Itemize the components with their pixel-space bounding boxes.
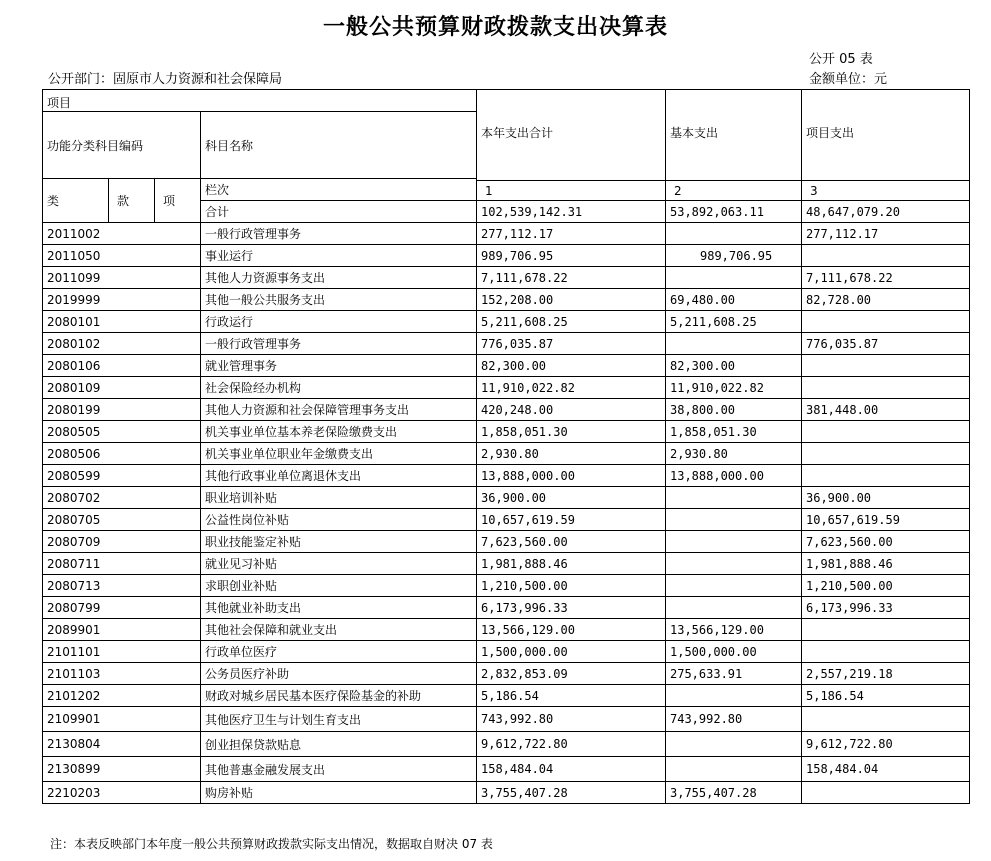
row-name: 其他就业补助支出	[201, 597, 477, 619]
row-total: 1,210,500.00	[477, 575, 666, 597]
table-row	[43, 399, 970, 421]
row-total: 13,888,000.00	[477, 465, 666, 487]
row-basic: 3,755,407.28	[666, 782, 802, 804]
header-xiang: 项	[155, 179, 201, 223]
row-name: 一般行政管理事务	[201, 223, 477, 245]
row-basic	[666, 487, 802, 509]
row-basic	[666, 553, 802, 575]
col-number-3: 3	[802, 181, 970, 201]
row-project: 776,035.87	[802, 333, 970, 355]
table-row	[43, 223, 970, 245]
row-code: 2080709	[43, 531, 201, 553]
expenditure-table	[42, 89, 970, 804]
table-row	[43, 663, 970, 685]
row-name: 其他医疗卫生与计划生育支出	[201, 707, 477, 732]
header-func-code: 功能分类科目编码	[43, 112, 201, 179]
row-name: 其他普惠金融发展支出	[201, 757, 477, 782]
row-name: 其他社会保障和就业支出	[201, 619, 477, 641]
table-row	[43, 333, 970, 355]
row-name: 购房补贴	[201, 782, 477, 804]
row-total: 11,910,022.82	[477, 377, 666, 399]
row-code: 2101103	[43, 663, 201, 685]
row-basic: 989,706.95	[666, 245, 802, 267]
row-total: 7,623,560.00	[477, 531, 666, 553]
row-code: 2080505	[43, 421, 201, 443]
row-code: 2130899	[43, 757, 201, 782]
row-name: 公务员医疗补助	[201, 663, 477, 685]
header-lei: 类	[43, 179, 109, 223]
row-basic: 5,211,608.25	[666, 311, 802, 333]
row-project	[802, 355, 970, 377]
row-total: 82,300.00	[477, 355, 666, 377]
page-title: 一般公共预算财政拨款支出决算表	[322, 14, 668, 40]
row-code: 2080705	[43, 509, 201, 531]
row-name: 公益性岗位补贴	[201, 509, 477, 531]
row-code: 2011002	[43, 223, 201, 245]
row-code: 2080713	[43, 575, 201, 597]
table-row	[43, 355, 970, 377]
table-row	[43, 421, 970, 443]
row-name: 其他行政事业单位离退休支出	[201, 465, 477, 487]
row-project: 1,210,500.00	[802, 575, 970, 597]
table-row	[43, 443, 970, 465]
row-total: 7,111,678.22	[477, 267, 666, 289]
row-total: 1,500,000.00	[477, 641, 666, 663]
row-basic	[666, 333, 802, 355]
row-basic	[666, 575, 802, 597]
row-name: 事业运行	[201, 245, 477, 267]
row-total: 2,930.80	[477, 443, 666, 465]
table-row	[43, 732, 970, 757]
row-total: 5,211,608.25	[477, 311, 666, 333]
row-basic	[666, 223, 802, 245]
row-basic: 743,992.80	[666, 707, 802, 732]
row-name: 行政单位医疗	[201, 641, 477, 663]
row-project	[802, 465, 970, 487]
row-project	[802, 421, 970, 443]
row-total: 420,248.00	[477, 399, 666, 421]
row-name: 职业培训补贴	[201, 487, 477, 509]
row-name: 机关事业单位基本养老保险缴费支出	[201, 421, 477, 443]
row-project: 158,484.04	[802, 757, 970, 782]
row-code: 2080109	[43, 377, 201, 399]
col-number-1: 1	[477, 181, 666, 201]
row-project	[802, 619, 970, 641]
summary-label: 合计	[201, 201, 477, 223]
row-name: 职业技能鉴定补贴	[201, 531, 477, 553]
table-row	[43, 782, 970, 804]
row-total: 1,858,051.30	[477, 421, 666, 443]
row-project	[802, 443, 970, 465]
row-total: 776,035.87	[477, 333, 666, 355]
row-name: 就业见习补贴	[201, 553, 477, 575]
row-code: 2080101	[43, 311, 201, 333]
row-name: 财政对城乡居民基本医疗保险基金的补助	[201, 685, 477, 707]
row-code: 2101202	[43, 685, 201, 707]
row-code: 2080506	[43, 443, 201, 465]
row-project	[802, 311, 970, 333]
row-project: 1,981,888.46	[802, 553, 970, 575]
row-total: 158,484.04	[477, 757, 666, 782]
row-project	[802, 641, 970, 663]
row-project: 9,612,722.80	[802, 732, 970, 757]
row-basic: 11,910,022.82	[666, 377, 802, 399]
table-row	[43, 245, 970, 267]
row-basic: 13,566,129.00	[666, 619, 802, 641]
row-basic	[666, 685, 802, 707]
table-row	[43, 487, 970, 509]
row-project: 277,112.17	[802, 223, 970, 245]
row-code: 2089901	[43, 619, 201, 641]
header-total: 本年支出合计	[477, 90, 666, 181]
row-total: 277,112.17	[477, 223, 666, 245]
row-project: 7,623,560.00	[802, 531, 970, 553]
header-lanci: 栏次	[201, 179, 477, 201]
table-row	[43, 311, 970, 333]
row-total: 10,657,619.59	[477, 509, 666, 531]
header-basic: 基本支出	[666, 90, 802, 181]
row-project: 7,111,678.22	[802, 267, 970, 289]
row-code: 2101101	[43, 641, 201, 663]
row-project	[802, 707, 970, 732]
row-code: 2109901	[43, 707, 201, 732]
row-name: 社会保险经办机构	[201, 377, 477, 399]
row-code: 2080599	[43, 465, 201, 487]
row-basic: 275,633.91	[666, 663, 802, 685]
department-label: 公开部门：固原市人力资源和社会保障局	[48, 72, 283, 87]
col-number-2: 2	[666, 181, 802, 201]
row-project: 6,173,996.33	[802, 597, 970, 619]
row-project	[802, 245, 970, 267]
header-subject-name: 科目名称	[201, 112, 477, 179]
table-row	[43, 619, 970, 641]
row-name: 机关事业单位职业年金缴费支出	[201, 443, 477, 465]
table-row	[43, 267, 970, 289]
row-total: 2,832,853.09	[477, 663, 666, 685]
row-project	[802, 782, 970, 804]
row-name: 求职创业补贴	[201, 575, 477, 597]
header-project: 项目支出	[802, 90, 970, 181]
row-code: 2080799	[43, 597, 201, 619]
row-name: 其他人力资源和社会保障管理事务支出	[201, 399, 477, 421]
row-code: 2130804	[43, 732, 201, 757]
table-row	[43, 531, 970, 553]
table-row	[43, 377, 970, 399]
row-project: 2,557,219.18	[802, 663, 970, 685]
row-basic: 38,800.00	[666, 399, 802, 421]
row-code: 2080199	[43, 399, 201, 421]
row-name: 创业担保贷款贴息	[201, 732, 477, 757]
table-row	[43, 509, 970, 531]
table-row	[43, 553, 970, 575]
row-code: 2019999	[43, 289, 201, 311]
form-number: 公开 05 表	[809, 52, 873, 67]
row-project: 36,900.00	[802, 487, 970, 509]
row-basic: 69,480.00	[666, 289, 802, 311]
row-name: 其他一般公共服务支出	[201, 289, 477, 311]
row-basic: 1,500,000.00	[666, 641, 802, 663]
table-row	[43, 597, 970, 619]
row-code: 2210203	[43, 782, 201, 804]
footnote: 注：本表反映部门本年度一般公共预算财政拨款实际支出情况，数据取自财决 07 表	[50, 837, 493, 851]
row-project	[802, 377, 970, 399]
row-total: 5,186.54	[477, 685, 666, 707]
row-basic: 13,888,000.00	[666, 465, 802, 487]
row-name: 就业管理事务	[201, 355, 477, 377]
row-basic	[666, 732, 802, 757]
header-kuan: 款	[109, 179, 155, 223]
row-basic: 2,930.80	[666, 443, 802, 465]
row-basic	[666, 267, 802, 289]
amount-unit-label: 金额单位：元	[809, 72, 888, 87]
table-row	[43, 757, 970, 782]
row-code: 2080106	[43, 355, 201, 377]
row-project: 82,728.00	[802, 289, 970, 311]
table-row	[43, 575, 970, 597]
summary-project: 48,647,079.20	[802, 201, 970, 223]
row-code: 2080102	[43, 333, 201, 355]
row-total: 36,900.00	[477, 487, 666, 509]
row-basic: 1,858,051.30	[666, 421, 802, 443]
row-total: 152,208.00	[477, 289, 666, 311]
row-project: 5,186.54	[802, 685, 970, 707]
row-code: 2011099	[43, 267, 201, 289]
row-code: 2011050	[43, 245, 201, 267]
row-basic	[666, 509, 802, 531]
row-name: 行政运行	[201, 311, 477, 333]
row-basic	[666, 531, 802, 553]
row-basic: 82,300.00	[666, 355, 802, 377]
table-row	[43, 289, 970, 311]
row-code: 2080702	[43, 487, 201, 509]
row-code: 2080711	[43, 553, 201, 575]
row-name: 其他人力资源事务支出	[201, 267, 477, 289]
row-name: 一般行政管理事务	[201, 333, 477, 355]
row-total: 6,173,996.33	[477, 597, 666, 619]
summary-basic: 53,892,063.11	[666, 201, 802, 223]
table-row	[43, 707, 970, 732]
summary-total: 102,539,142.31	[477, 201, 666, 223]
row-total: 9,612,722.80	[477, 732, 666, 757]
row-basic	[666, 757, 802, 782]
row-total: 989,706.95	[477, 245, 666, 267]
row-project: 381,448.00	[802, 399, 970, 421]
row-basic	[666, 597, 802, 619]
row-total: 13,566,129.00	[477, 619, 666, 641]
row-total: 3,755,407.28	[477, 782, 666, 804]
row-total: 1,981,888.46	[477, 553, 666, 575]
header-item: 项目	[43, 90, 477, 112]
table-row	[43, 641, 970, 663]
row-total: 743,992.80	[477, 707, 666, 732]
row-project: 10,657,619.59	[802, 509, 970, 531]
table-row	[43, 685, 970, 707]
table-row	[43, 465, 970, 487]
